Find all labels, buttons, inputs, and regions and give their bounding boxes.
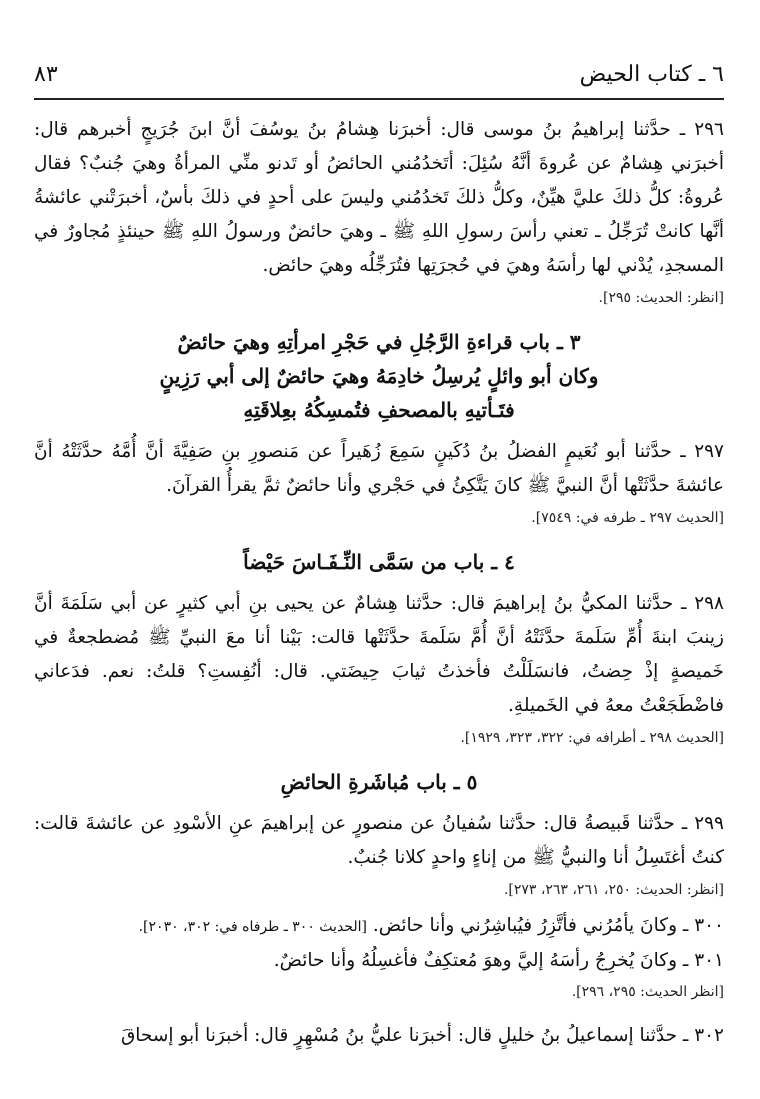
page-body [34, 113, 724, 1053]
hadith-300-ref: [الحديث ٣٠٠ ـ طرفاه في: ٣٠٢، ٢٠٣٠]. [138, 919, 367, 935]
hadith-301: ٣٠١ ـ وكانَ يُخرِجُ رأسَهُ إليَّ وهوَ مُعتكِفٌ فأغسِلُهُ وأنا حائضٌ. [273, 950, 724, 971]
chapter-heading-3-line3: فتَـأتيهِ بالمصحفِ فتُمسِكُهُ بعِلاقَتِهِ [243, 398, 515, 422]
hadith-297: ٢٩٧ ـ حدَّثنا أبو نُعَيمٍ الفضلُ بنُ دُكَينٍ سَمِعَ زُهَيراً عن مَنصورِ بنِ صَفِيَّةَ أنَّ أُمَّهُ حدَّثَتْهُ أنَّ عائشةَ حدَّثَتْها أنَّ النبيَّ ﷺ كانَ يَتَّكِئُ في حَجْري وأنا حائضٌ ثمَّ يقرأُ القرآنَ. [34, 441, 724, 496]
chapter-running-title: ٦ ـ كتاب الحيض [579, 62, 724, 87]
chapter-heading-4-title: ٤ ـ باب من سَمَّى النِّـفَـاسَ حَيْضاً [243, 550, 515, 574]
chapter-heading-3-line1: ٣ ـ باب قراءةِ الرَّجُلِ في حَجْرِ امرأتِهِ وهيَ حائضٌ [177, 330, 581, 354]
hadith-299-ref: [انظر: الحديث: ٢٥٠، ٢٦١، ٢٦٣، ٢٧٣]. [503, 882, 724, 898]
hadith-297-ref: [الحديث ٢٩٧ ـ طرفه في: ٧٥٤٩]. [531, 510, 724, 526]
hadith-301-line [34, 944, 724, 977]
page-number: ٨٣ [34, 62, 58, 87]
chapter-heading-4 [34, 545, 724, 579]
header-rule [34, 98, 724, 100]
hadith-296: ٢٩٦ ـ حدَّثنا إبراهيمُ بنُ موسى قال: أخبرَنا هِشامُ بنُ يوسُفَ أنَّ ابنَ جُرَيجٍ أخبرهم قال: أخبرَني هِشامٌ عن عُروةَ أنَّهُ سُئِلَ: أتَخدُمُني الحائضُ أو تَدنو منِّي المرأةُ وهيَ جُنبٌ؟ فقال عُروةُ: كلُّ ذلكَ عليَّ هيِّنٌ، وكلُّ ذلكَ تَخدُمُني وليسَ على أحدٍ في ذلكَ بأسٌ، أخبرَتْني عائشةُ أنَّها كانتْ تُرَجِّلُ ـ تعني رأسَ رسولِ اللهِ ﷺ ـ وهيَ حائضٌ ورسولُ اللهِ ﷺ حينئذٍ مُجاورٌ في المسجدِ، يُدْني لها رأسَهُ وهيَ في حُجرَتِها فتُرَجِّلُه وهيَ حائض. [34, 119, 724, 276]
hadith-302: ٣٠٢ ـ حدَّثنا إسماعيلُ بنُ خليلٍ قال: أخبرَنا عليُّ بنُ مُسْهِرٍ قال: أخبرَنا أبو إسحاقَ [120, 1025, 724, 1046]
hadith-300-line [34, 909, 724, 944]
hadith-298: ٢٩٨ ـ حدَّثنا المكيُّ بنُ إبراهيمَ قال: حدَّثنا هِشامٌ عن يحيى بنِ أبي كثيرٍ عن أبي سَلَمَةَ أنَّ زينبَ ابنةَ أُمِّ سَلَمةَ حدَّثَتْهُ أنَّ أُمَّ سَلَمةَ حدَّثَتْها قالت: بَيْنا أنا معَ النبيِّ ﷺ مُضطجعةٌ في خَميصةٍ إذْ حِضتُ، فانسَلَلْتُ فأخذتُ ثيابَ حِيضَتي. قال: أنُفِستِ؟ قلتُ: نعم. فدَعاني فاضْطَجَعْتُ معهُ في الخَميلةِ. [34, 593, 724, 716]
chapter-heading-3 [34, 325, 724, 427]
chapter-heading-5 [34, 765, 724, 799]
chapter-heading-5-title: ٥ ـ باب مُباشَرةِ الحائضِ [280, 770, 478, 794]
hadith-300: ٣٠٠ ـ وكانَ يأمُرُني فأتَّزِرُ فيُباشِرُني وأنا حائض. [372, 915, 724, 936]
hadith-301-ref: [انظر الحديث: ٢٩٥، ٢٩٦]. [571, 984, 724, 1000]
chapter-heading-3-line2: وكان أبو وائلٍ يُرسِلُ خادِمَهُ وهيَ حائضٌ إلى أبي رَزِينٍ [159, 364, 599, 388]
hadith-299: ٢٩٩ ـ حدَّثنا قَبيصةُ قال: حدَّثنا سُفيانُ عن منصورٍ عن إبراهيمَ عنِ الأسْودِ عن عائشةَ قالت: كنتُ أغتَسِلُ أنا والنبيُّ ﷺ من إناءٍ واحدٍ كلانا جُنبٌ. [34, 813, 724, 868]
hadith-298-ref: [الحديث ٢٩٨ ـ أطرافه في: ٣٢٢، ٣٢٣، ١٩٢٩]. [460, 730, 724, 746]
hadith-296-ref: [انظر: الحديث: ٢٩٥]. [598, 290, 724, 306]
page-header [34, 62, 724, 96]
spacer [34, 1011, 724, 1019]
